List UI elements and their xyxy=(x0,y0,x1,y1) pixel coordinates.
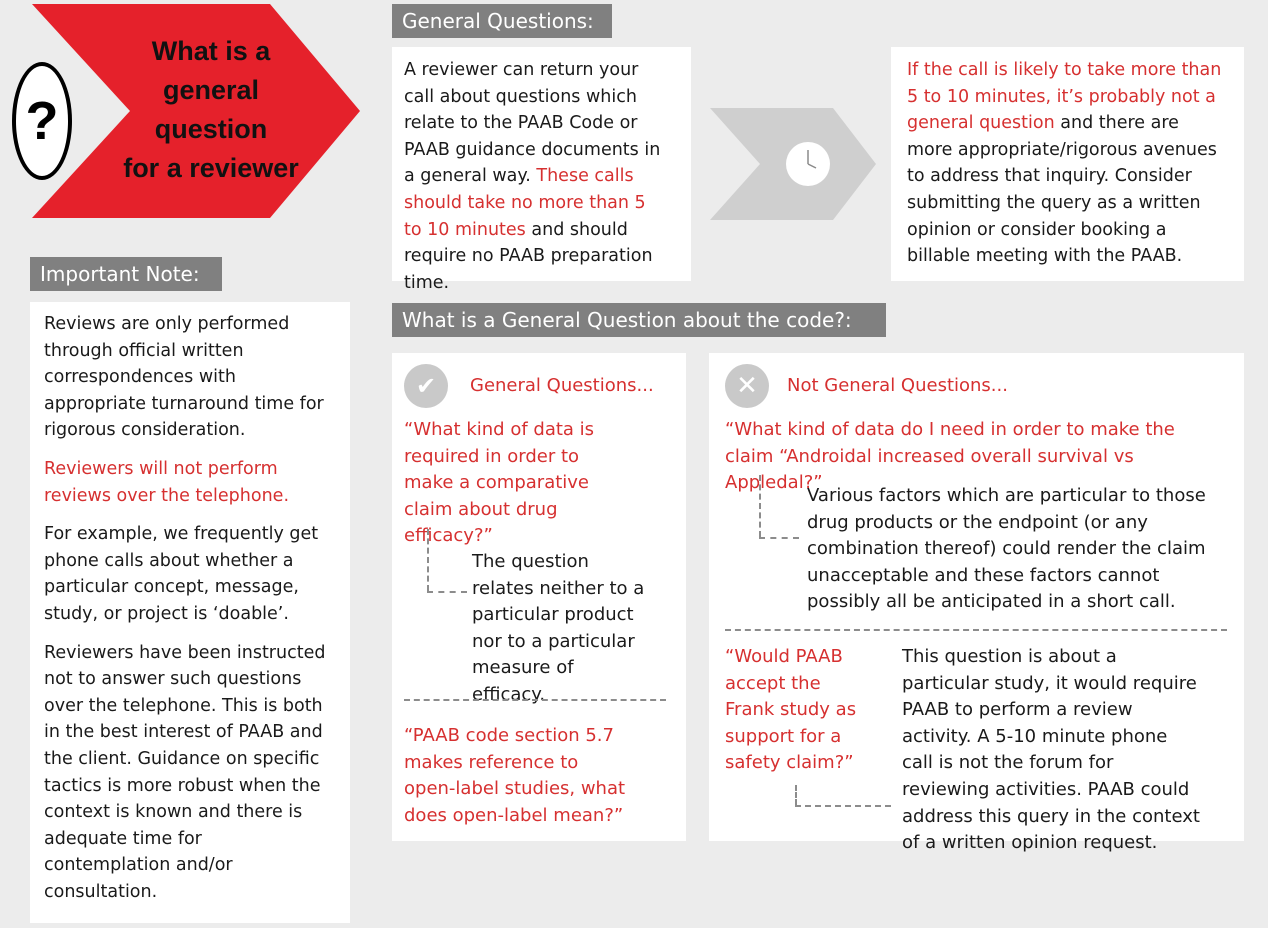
general-example-question-1: “What kind of data is required in order to make a comparative claim about drug efficacy?” xyxy=(404,419,595,547)
important-note-panel xyxy=(30,302,350,923)
hero-title-line-1: What is a xyxy=(151,36,271,66)
hero-title-line-2: general xyxy=(162,75,260,105)
left-text-red: These calls should take no more than 5 to 10 minutes xyxy=(404,166,646,240)
general-example-answer-1: The question relates neither to a particular product nor to a particular measure of efficacy. xyxy=(472,551,645,705)
general-questions-right-text xyxy=(907,57,1227,270)
connector-line xyxy=(759,537,799,539)
connector-line xyxy=(795,785,797,805)
hero-title xyxy=(96,32,326,188)
not-general-example-answer-1: Various factors which are particular to those drug products or the endpoint (or any combination thereof) could render the claim unacceptable and these factors cannot possibly all be anticipated in a short call. xyxy=(807,485,1206,613)
connector-line xyxy=(759,475,761,537)
connector-line xyxy=(427,591,467,593)
general-questions-header: General Questions: xyxy=(392,4,612,38)
connector-line xyxy=(427,529,429,591)
important-note-p1: Reviews are only performed through official written correspondences with appropriate turnaround time for rigorous consideration. xyxy=(44,314,324,441)
general-questions-left-text xyxy=(404,57,668,296)
left-text-intro: A reviewer can return your call about questions which relate to the PAAB Code or PAAB guidance documents in a general way. xyxy=(404,60,661,187)
not-general-examples-title: Not General Questions... xyxy=(787,375,1008,396)
important-note-p2: Reviewers will not perform reviews over the telephone. xyxy=(44,458,290,506)
important-note-text xyxy=(44,311,326,905)
connector-line xyxy=(795,805,891,807)
code-question-header: What is a General Question about the code?: xyxy=(392,303,886,337)
not-general-examples-panel xyxy=(709,353,1244,854)
cross-icon: ✕ xyxy=(725,364,769,408)
right-text-red: If the call is likely to take more than 5 to 10 minutes, it’s probably not a general question xyxy=(907,60,1222,134)
gray-chevron-shape xyxy=(708,108,878,220)
hero-title-line-4: for a reviewer xyxy=(123,153,299,183)
general-example-question-2: “PAAB code section 5.7 makes reference to open-label studies, what does open-label mean?” xyxy=(404,725,626,826)
important-note-p3: For example, we frequently get phone calls about whether a particular concept, message, study, or project is ‘doable’. xyxy=(44,524,319,624)
divider xyxy=(725,629,1227,631)
hero-title-line-3: question xyxy=(154,114,268,144)
divider xyxy=(404,699,666,701)
important-note-header: Important Note: xyxy=(30,257,222,291)
general-examples-panel xyxy=(392,353,686,841)
general-questions-right-panel xyxy=(891,47,1244,281)
important-note-p4: Reviewers have been instructed not to answer such questions over the telephone. This is both in the best interest of PAAB and the client. Guidance on specific tactics is more robust when the context is known and there is adequate time for contemplation and/or consultation. xyxy=(44,642,326,902)
check-icon: ✔ xyxy=(404,364,448,408)
not-general-example-answer-2: This question is about a particular study, it would require PAAB to perform a review activity. A 5-10 minute phone call is not the forum for reviewing activities. PAAB could address this query in the context of a written opinion request. xyxy=(902,646,1200,854)
left-text-end: and should require no PAAB preparation time. xyxy=(404,219,653,293)
not-general-example-question-2: “Would PAAB accept the Frank study as support for a safety claim?” xyxy=(725,646,857,774)
right-text-end: and there are more appropriate/rigorous avenues to address that inquiry. Consider submitting the query as a written opinion or consider booking a billable meeting with the PAAB. xyxy=(907,113,1217,267)
question-mark-icon: ? xyxy=(25,91,59,151)
general-examples-title: General Questions... xyxy=(470,375,654,396)
general-questions-left-panel xyxy=(392,47,691,293)
gray-arrow xyxy=(708,108,878,220)
not-general-example-question-1: “What kind of data do I need in order to make the claim “Androidal increased overall survival vs Appledal?” xyxy=(725,419,1175,494)
question-mark-badge xyxy=(12,62,72,180)
